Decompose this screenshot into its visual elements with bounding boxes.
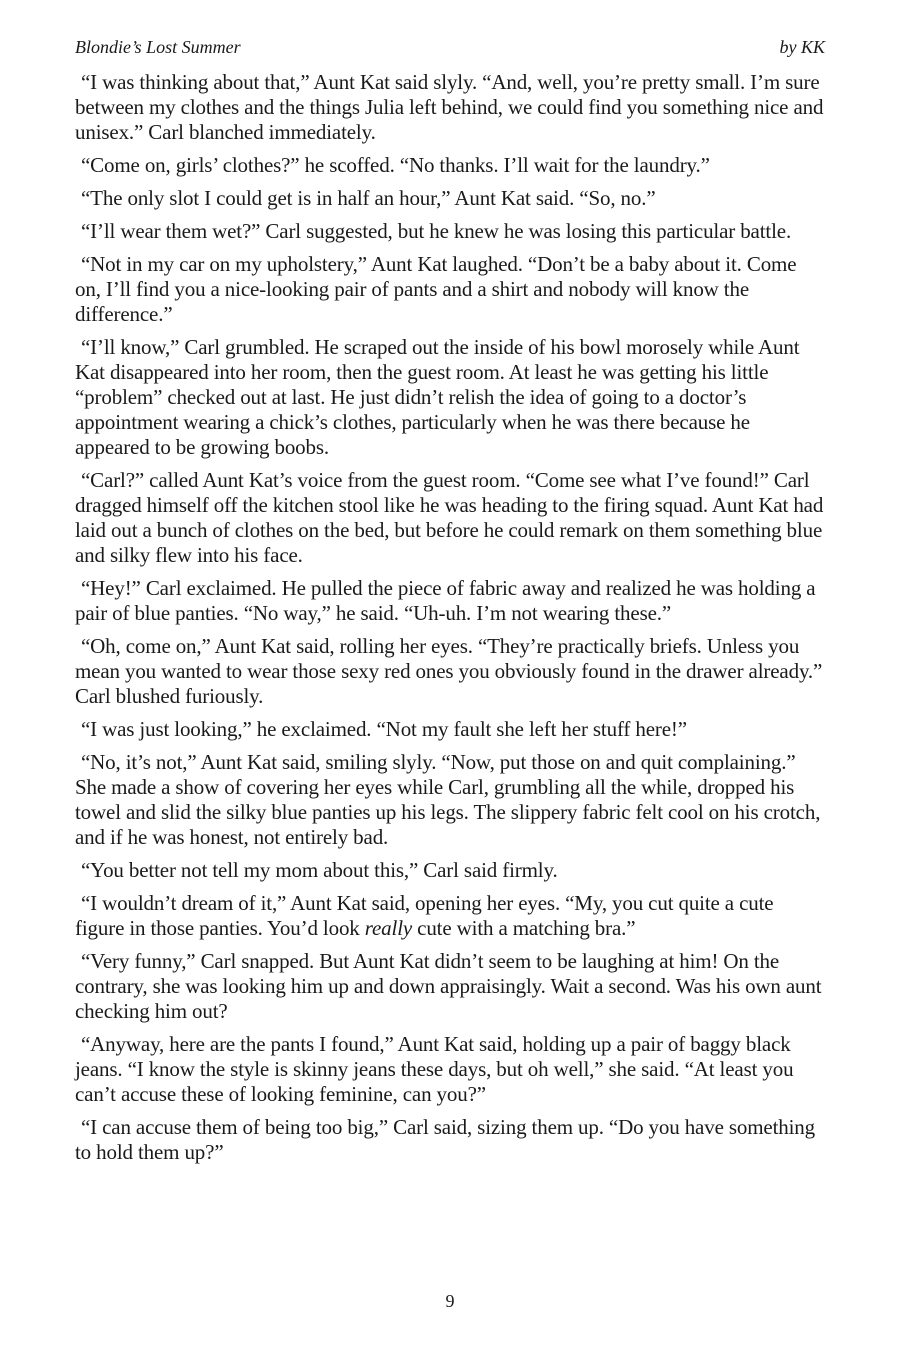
paragraph-text: “I wouldn’t dream of it,” Aunt Kat said, opening her eyes. “My, you cut quite a cute figure in those panties. You’d look <box>75 891 774 940</box>
paragraph: “The only slot I could get is in half an hour,” Aunt Kat said. “So, no.” <box>81 186 656 210</box>
paragraph: “Not in my car on my upholstery,” Aunt Kat laughed. “Don’t be a baby about it. Come on, I’ll find you a nice-looking pair of pants and a shirt and nobody will know the difference.” <box>75 252 797 326</box>
paragraph: “No, it’s not,” Aunt Kat said, smiling slyly. “Now, put those on and quit complaining.” She made a show of covering her eyes while Carl, grumbling all the while, dropped his towel and slid the silky blue panties up his legs. The slippery fabric felt cool on his crotch, and if he was honest, not entirely bad. <box>75 750 821 849</box>
paragraph: “I’ll know,” Carl grumbled. He scraped out the inside of his bowl morosely while Aunt Kat disappeared into her room, then the guest room. At least he was getting his little “problem” checked out at last. He just didn’t relish the idea of going to a doctor’s appointment wearing a chick’s clothes, particularly when he was there because he appeared to be growing boobs. <box>75 335 800 459</box>
running-author: by KK <box>779 37 825 57</box>
paragraph: “You better not tell my mom about this,” Carl said firmly. <box>81 858 558 882</box>
paragraph: “Anyway, here are the pants I found,” Aunt Kat said, holding up a pair of baggy black jeans. “I know the style is skinny jeans these days, but oh well,” she said. “At least you can’t accuse these of looking feminine, can you?” <box>75 1032 794 1106</box>
paragraph: “I can accuse them of being too big,” Carl said, sizing them up. “Do you have something to hold them up?” <box>75 1115 815 1164</box>
paragraph: “Very funny,” Carl snapped. But Aunt Kat didn’t seem to be laughing at him! On the contrary, she was looking him up and down appraisingly. Wait a second. Was his own aunt checking him out? <box>75 949 822 1023</box>
page-number: 9 <box>445 1291 455 1311</box>
paragraph <box>75 891 825 941</box>
paragraph: “Oh, come on,” Aunt Kat said, rolling her eyes. “They’re practically briefs. Unless you mean you wanted to wear those sexy red ones you obviously found in the drawer already.” Carl blushed furiously. <box>75 634 823 708</box>
paragraph: “Hey!” Carl exclaimed. He pulled the piece of fabric away and realized he was holding a pair of blue panties. “No way,” he said. “Uh-uh. I’m not wearing these.” <box>75 576 816 625</box>
body-text <box>75 70 825 1173</box>
running-title: Blondie’s Lost Summer <box>75 37 241 57</box>
paragraph: “I’ll wear them wet?” Carl suggested, but he knew he was losing this particular battle. <box>81 219 792 243</box>
paragraph: “I was just looking,” he exclaimed. “Not my fault she left her stuff here!” <box>81 717 687 741</box>
running-header <box>75 36 825 58</box>
paragraph-text: cute with a matching bra.” <box>412 916 636 940</box>
paragraph: “Come on, girls’ clothes?” he scoffed. “No thanks. I’ll wait for the laundry.” <box>81 153 710 177</box>
paragraph: “I was thinking about that,” Aunt Kat said slyly. “And, well, you’re pretty small. I’m sure between my clothes and the things Julia left behind, we could find you something nice and unisex.” Carl blanched immediately. <box>75 70 824 144</box>
emphasis-text: really <box>364 916 413 940</box>
paragraph: “Carl?” called Aunt Kat’s voice from the guest room. “Come see what I’ve found!” Carl dragged himself off the kitchen stool like he was heading to the firing squad. Aunt Kat had laid out a bunch of clothes on the bed, but before he could remark on them something blue and silky flew into his face. <box>75 468 824 567</box>
